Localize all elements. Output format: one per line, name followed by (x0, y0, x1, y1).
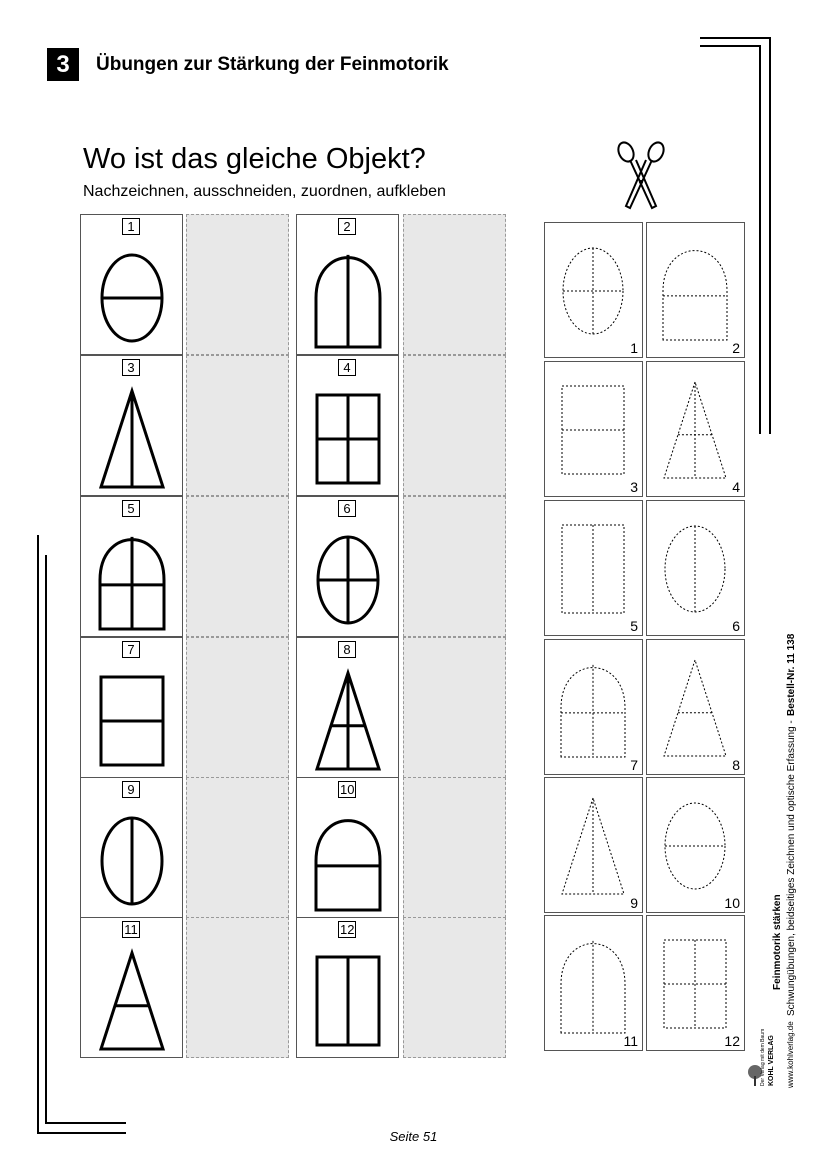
order-number: Bestell-Nr. 11 138 (786, 633, 797, 716)
cutout-number: 10 (724, 895, 740, 911)
object-number: 3 (122, 359, 140, 376)
cutout-shape (647, 362, 746, 498)
cutout-card[interactable] (646, 777, 745, 913)
paste-area[interactable] (186, 637, 289, 778)
cutout-shape (647, 501, 746, 637)
paste-area[interactable] (403, 777, 506, 918)
page-number: Seite 51 (389, 1129, 438, 1144)
object-shape (81, 638, 184, 779)
object-cell (80, 637, 183, 778)
object-number: 11 (122, 921, 140, 938)
object-shape (297, 918, 400, 1059)
cutout-card[interactable] (544, 361, 643, 497)
object-number: 9 (122, 781, 140, 798)
object-cell (80, 777, 183, 918)
cutout-number: 2 (732, 340, 740, 356)
cutout-number: 6 (732, 618, 740, 634)
cutout-number: 5 (630, 618, 638, 634)
cutout-shape (545, 640, 644, 776)
publisher-logo-text: KOHL VERLAG (768, 1035, 775, 1086)
object-cell (296, 917, 399, 1058)
paste-area[interactable] (186, 496, 289, 637)
object-cell (80, 917, 183, 1058)
object-shape (81, 778, 184, 919)
object-cell (296, 214, 399, 355)
cutout-shape (647, 778, 746, 914)
object-shape (297, 215, 400, 356)
paste-area[interactable] (186, 214, 289, 355)
cutout-shape (545, 362, 644, 498)
object-cell (80, 496, 183, 637)
cutout-shape (545, 916, 644, 1052)
object-cell (296, 637, 399, 778)
paste-area[interactable] (186, 777, 289, 918)
cutout-shape (545, 778, 644, 914)
cutout-card[interactable] (544, 222, 643, 358)
cutout-number: 3 (630, 479, 638, 495)
object-shape (297, 778, 400, 919)
cutout-card[interactable] (646, 639, 745, 775)
cutout-card[interactable] (544, 639, 643, 775)
object-cell (296, 777, 399, 918)
cutout-shape (545, 501, 644, 637)
cutout-number: 1 (630, 340, 638, 356)
book-subtitle: Schwungübungen, beidseitiges Zeichnen und optische Erfassung - (786, 720, 797, 1016)
cutout-shape (647, 916, 746, 1052)
publisher-logo-tagline: Der Verlag mit dem Baum (760, 1028, 766, 1086)
object-number: 12 (340, 922, 355, 937)
cutout-card[interactable] (544, 500, 643, 636)
object-number: 2 (338, 218, 356, 235)
cutout-card[interactable] (646, 361, 745, 497)
object-number: 7 (122, 641, 140, 658)
cutout-card[interactable] (646, 915, 745, 1051)
cutout-card[interactable] (544, 777, 643, 913)
paste-area[interactable] (403, 637, 506, 778)
cutout-card[interactable] (544, 915, 643, 1051)
paste-area[interactable] (403, 214, 506, 355)
object-cell (296, 355, 399, 496)
object-shape (81, 356, 184, 497)
page-title: Wo ist das gleiche Objekt? (83, 143, 426, 175)
paste-area[interactable] (403, 496, 506, 637)
object-shape (81, 497, 184, 638)
object-cell (80, 214, 183, 355)
cutout-shape (647, 640, 746, 776)
cutout-shape (545, 223, 644, 359)
object-number: 8 (338, 641, 356, 658)
object-number: 6 (338, 500, 356, 517)
object-shape (297, 356, 400, 497)
cutout-number: 7 (630, 757, 638, 773)
object-shape (297, 497, 400, 638)
cutout-number: 8 (732, 757, 740, 773)
chapter-title: Übungen zur Stärkung der Feinmotorik (96, 54, 449, 75)
chapter-number: 3 (47, 48, 79, 81)
object-cell (296, 496, 399, 637)
object-number: 4 (338, 359, 356, 376)
object-shape (297, 638, 400, 779)
instructions: Nachzeichnen, ausschneiden, zuordnen, aufkleben (83, 183, 446, 200)
publisher-url: www.kohlverlag.de (786, 1021, 795, 1088)
cutout-card[interactable] (646, 500, 745, 636)
paste-area[interactable] (186, 917, 289, 1058)
object-number: 5 (122, 500, 140, 517)
scissors-icon (612, 140, 670, 212)
object-shape (81, 215, 184, 356)
book-title: Feinmotorik stärken (772, 894, 783, 990)
cutout-number: 11 (623, 1033, 638, 1049)
cutout-card[interactable] (646, 222, 745, 358)
paste-area[interactable] (186, 355, 289, 496)
object-number: 1 (122, 218, 140, 235)
object-cell (80, 355, 183, 496)
paste-area[interactable] (403, 355, 506, 496)
object-shape (81, 918, 184, 1059)
cutout-number: 4 (732, 479, 740, 495)
object-number: 10 (340, 782, 355, 797)
cutout-shape (647, 223, 746, 359)
paste-area[interactable] (403, 917, 506, 1058)
cutout-number: 9 (630, 895, 638, 911)
cutout-number: 12 (724, 1033, 740, 1049)
